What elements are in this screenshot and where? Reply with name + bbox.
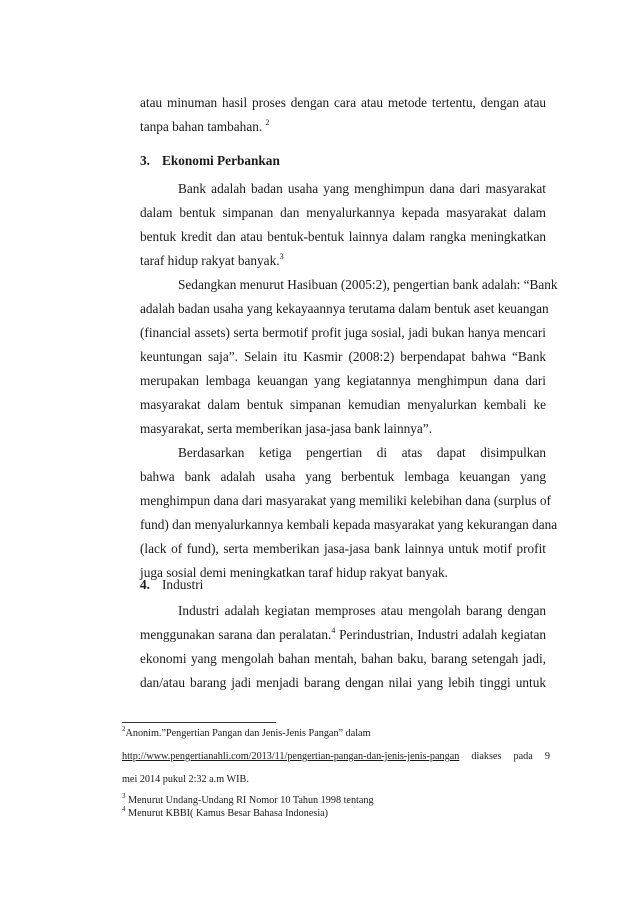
text-line: Bank adalah badan usaha yang menghimpun dana dari masyarakat bbox=[178, 181, 546, 196]
section-heading bbox=[140, 573, 203, 597]
footnote-text: Anonim.”Pengertian Pangan dan Jenis-Jenis Pangan” dalam bbox=[125, 728, 371, 739]
text-line bbox=[140, 623, 546, 647]
footnote-text: mei 2014 pukul 2:32 a.m WIB. bbox=[122, 774, 249, 785]
footnote-ref[interactable]: 3 bbox=[279, 251, 284, 261]
footnote-text: Menurut KBBI( Kamus Besar Bahasa Indonesia) bbox=[125, 808, 329, 819]
text-span: taraf hidup rakyat banyak. bbox=[140, 253, 280, 268]
footnote-number: 4 bbox=[122, 804, 126, 813]
text-line: fund) dan menyalurkannya kembali kepada masyarakat yang kekurangan dana bbox=[140, 517, 558, 532]
footnote-number: 2 bbox=[122, 724, 126, 733]
text-span: menggunakan sarana dan peralatan. bbox=[140, 627, 332, 642]
text-line: adalah badan usaha yang kekayaannya terutama dalam bentuk aset keuangan bbox=[140, 301, 549, 316]
text-line bbox=[140, 115, 546, 139]
footnote-number: 3 bbox=[122, 791, 126, 800]
text-line: dan/atau barang jadi menjadi barang dengan nilai yang lebih tinggi untuk bbox=[140, 675, 546, 690]
section-heading bbox=[140, 149, 280, 173]
text-line: bahwa bank adalah usaha yang berbentuk lembaga keuangan yang bbox=[140, 469, 546, 484]
footnote-link[interactable]: http://www.pengertianahli.com/2013/11/pengertian-pangan-dan-jenis-jenis-pangan bbox=[122, 751, 460, 762]
footnote-2-line3 bbox=[122, 774, 550, 785]
text-line bbox=[140, 249, 546, 273]
section-number: 3. bbox=[140, 153, 150, 168]
text-span: Perindustrian, Industri adalah kegiatan bbox=[335, 627, 546, 642]
text-line: dalam bentuk simpanan dan menyalurkannya kepada masyarakat dalam bbox=[140, 205, 546, 220]
text-line: juga sosial demi meningkatkan taraf hidup rakyat banyak. bbox=[140, 565, 448, 580]
text-line: Industri adalah kegiatan memproses atau mengolah barang dengan bbox=[178, 603, 546, 618]
text-line: (financial assets) serta bermotif profit juga sosial, jadi bukan hanya mencari bbox=[140, 325, 546, 340]
text-line: menghimpun dana dari masyarakat yang memiliki kelebihan dana (surplus of bbox=[140, 493, 551, 508]
footnote-separator bbox=[122, 722, 276, 723]
footnote-2-url-line bbox=[122, 751, 550, 762]
section-number: 4. bbox=[140, 577, 150, 592]
section-title: Industri bbox=[162, 577, 204, 592]
text-line: Berdasarkan ketiga pengertian di atas dapat disimpulkan bbox=[178, 445, 546, 460]
text-line: atau minuman hasil proses dengan cara atau metode tertentu, dengan atau bbox=[140, 95, 546, 110]
text-line: masyarakat dalam bentuk simpanan kemudian menyalurkan kembali ke bbox=[140, 397, 546, 412]
footnote-ref[interactable]: 2 bbox=[265, 117, 270, 127]
footnote-ref[interactable]: 4 bbox=[331, 625, 336, 635]
text-line: ekonomi yang mengolah bahan mentah, bahan baku, barang setengah jadi, bbox=[140, 651, 546, 666]
footnote-4 bbox=[122, 804, 550, 819]
footnote-3 bbox=[122, 791, 550, 806]
footnote-text: Menurut Undang-Undang RI Nomor 10 Tahun 1998 tentang bbox=[125, 795, 374, 806]
text-line: (lack of fund), serta memberikan jasa-jasa bank lainnya untuk motif profit bbox=[140, 541, 546, 556]
footnote-text: diakses pada 9 bbox=[459, 751, 550, 762]
text-line: Sedangkan menurut Hasibuan (2005:2), pengertian bank adalah: “Bank bbox=[178, 277, 558, 292]
footnote-2 bbox=[122, 724, 550, 739]
section-title: Ekonomi Perbankan bbox=[162, 153, 280, 168]
text-line: merupakan lembaga keuangan yang kegiatannya menghimpun dana dari bbox=[140, 373, 546, 388]
text-line: masyarakat, serta memberikan jasa-jasa bank lainnya”. bbox=[140, 421, 433, 436]
text-line: bentuk kredit dan atau bentuk-bentuk lainnya dalam rangka meningkatkan bbox=[140, 229, 546, 244]
text-span: tanpa bahan tambahan. bbox=[140, 119, 263, 134]
text-line: keuntungan saja”. Selain itu Kasmir (2008:2) berpendapat bahwa “Bank bbox=[140, 349, 546, 364]
